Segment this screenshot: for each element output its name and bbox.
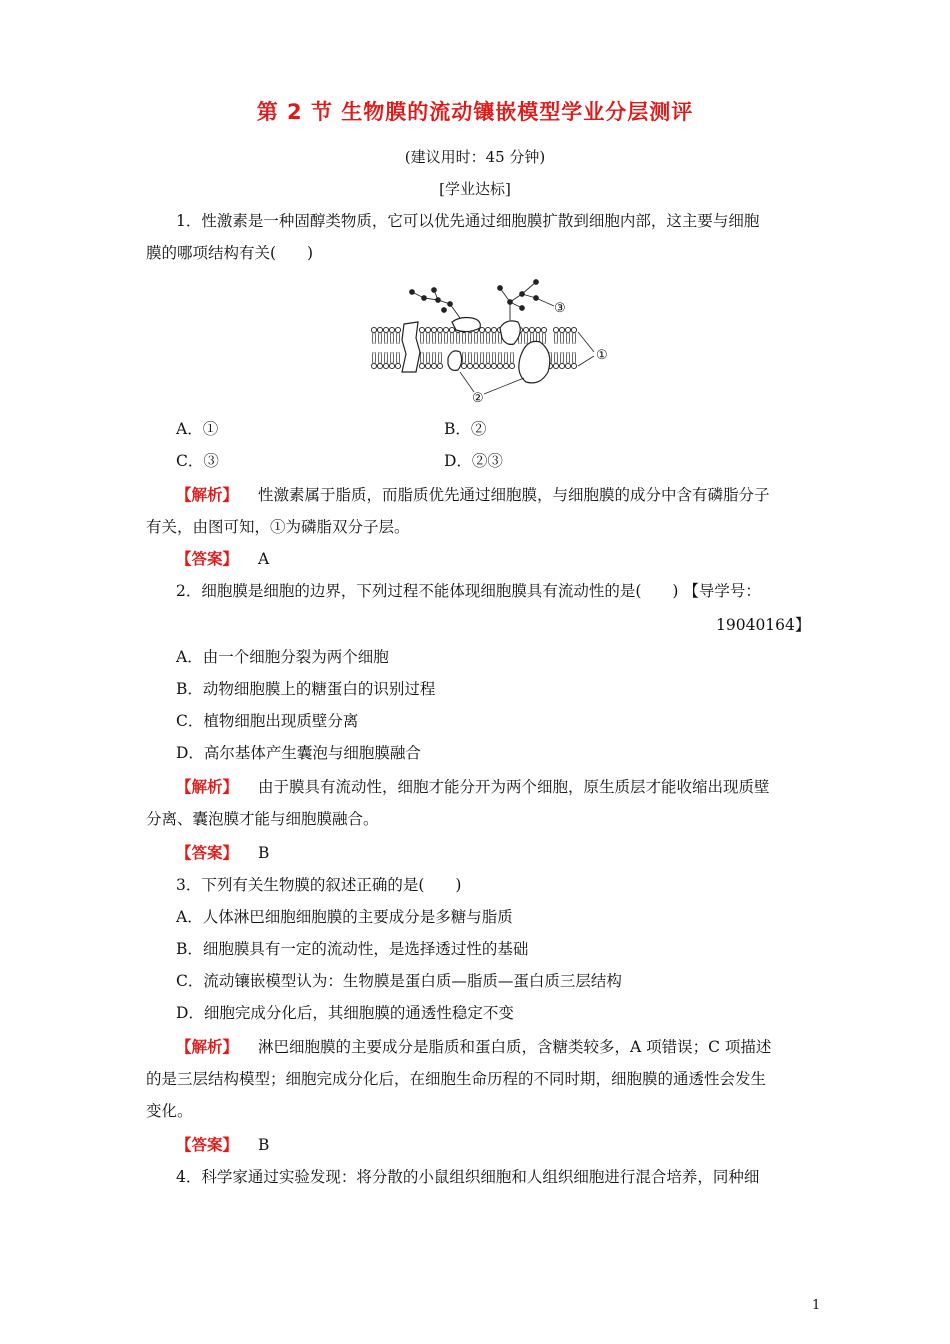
section-heading: [学业达标] — [439, 180, 511, 198]
q3-analysis-line3: 变化。 — [146, 1102, 193, 1120]
transmembrane-protein — [402, 322, 420, 372]
q2-option-d: D．高尔基体产生囊泡与细胞膜融合 — [176, 744, 421, 762]
q2-analysis-line2: 分离、囊泡膜才能与细胞膜融合。 — [146, 810, 379, 828]
q1-option-c: C．③ — [176, 452, 219, 470]
suggested-time: (建议用时：45 分钟) — [404, 148, 546, 166]
q2-guide-number: 19040164】 — [716, 616, 811, 634]
inner-protein-small — [448, 351, 462, 371]
q3-answer-value: B — [258, 1136, 270, 1154]
q3-option-d: D．细胞完成分化后，其细胞膜的通透性稳定不变 — [176, 1004, 514, 1022]
inner-protein-large — [519, 341, 550, 383]
q3-answer — [176, 1134, 269, 1156]
q2-answer-value: B — [258, 844, 270, 862]
label-3: ③ — [554, 301, 566, 316]
q3-analysis-line2: 的是三层结构模型；细胞完成分化后，在细胞生命历程的不同时期，细胞膜的通透性会发生 — [146, 1070, 767, 1088]
label-2: ② — [472, 391, 484, 406]
q4-stem-line1: 4．科学家通过实验发现：将分散的小鼠组织细胞和人组织细胞进行混合培养，同种细 — [176, 1168, 760, 1186]
glycoprotein — [500, 321, 520, 345]
page-number: 1 — [812, 1298, 821, 1313]
q1-stem-line1: 1．性激素是一种固醇类物质，它可以优先通过细胞膜扩散到细胞内部，这主要与细胞 — [176, 212, 760, 230]
analysis-tag: 【解析】 — [176, 485, 239, 504]
q2-option-c: C．植物细胞出现质壁分离 — [176, 712, 359, 730]
membrane-diagram — [360, 268, 630, 408]
q1-answer-value: A — [258, 550, 270, 568]
answer-tag: 【答案】 — [176, 843, 239, 862]
sugar-chain-right — [498, 280, 539, 320]
answer-tag: 【答案】 — [176, 549, 239, 568]
sugar-chain-left — [410, 288, 460, 318]
q1-option-a: A．① — [176, 420, 219, 438]
q1-analysis-line1: 性激素属于脂质，而脂质优先通过细胞膜，与细胞膜的成分中含有磷脂分子 — [258, 486, 770, 504]
q1-option-b: B．② — [444, 420, 487, 438]
q2-analysis-line1: 由于膜具有流动性，细胞才能分开为两个细胞，原生质层才能收缩出现质壁 — [258, 778, 770, 796]
q2-stem-line1: 2．细胞膜是细胞的边界，下列过程不能体现细胞膜具有流动性的是( ) 【导学号： — [176, 582, 761, 600]
q2-analysis — [176, 776, 770, 798]
page-title: 第 2 节 生物膜的流动镶嵌模型学业分层测评 — [256, 100, 694, 124]
q3-option-a: A．人体淋巴细胞细胞膜的主要成分是多糖与脂质 — [176, 908, 513, 926]
label-1: ① — [596, 348, 608, 363]
analysis-tag: 【解析】 — [176, 777, 239, 796]
q1-answer — [176, 548, 269, 570]
q2-answer — [176, 842, 269, 864]
q2-option-a: A．由一个细胞分裂为两个细胞 — [176, 648, 389, 666]
answer-tag: 【答案】 — [176, 1135, 239, 1154]
q3-option-c: C．流动镶嵌模型认为：生物膜是蛋白质—脂质—蛋白质三层结构 — [176, 972, 622, 990]
q3-analysis-line1: 淋巴细胞膜的主要成分是脂质和蛋白质，含糖类较多，A 项错误；C 项描述 — [258, 1038, 772, 1056]
q3-analysis — [176, 1036, 771, 1058]
analysis-tag: 【解析】 — [176, 1037, 239, 1056]
surface-protein — [452, 318, 480, 332]
q1-analysis-line2: 有关，由图可知，①为磷脂双分子层。 — [146, 518, 410, 536]
q1-stem-line2: 膜的哪项结构有关( ) — [146, 244, 314, 262]
q2-option-b: B．动物细胞膜上的糖蛋白的识别过程 — [176, 680, 436, 698]
q3-option-b: B．细胞膜具有一定的流动性，是选择透过性的基础 — [176, 940, 529, 958]
q3-stem-line1: 3．下列有关生物膜的叙述正确的是( ) — [176, 876, 462, 894]
q1-option-d: D．②③ — [444, 452, 503, 470]
q1-analysis — [176, 484, 770, 506]
